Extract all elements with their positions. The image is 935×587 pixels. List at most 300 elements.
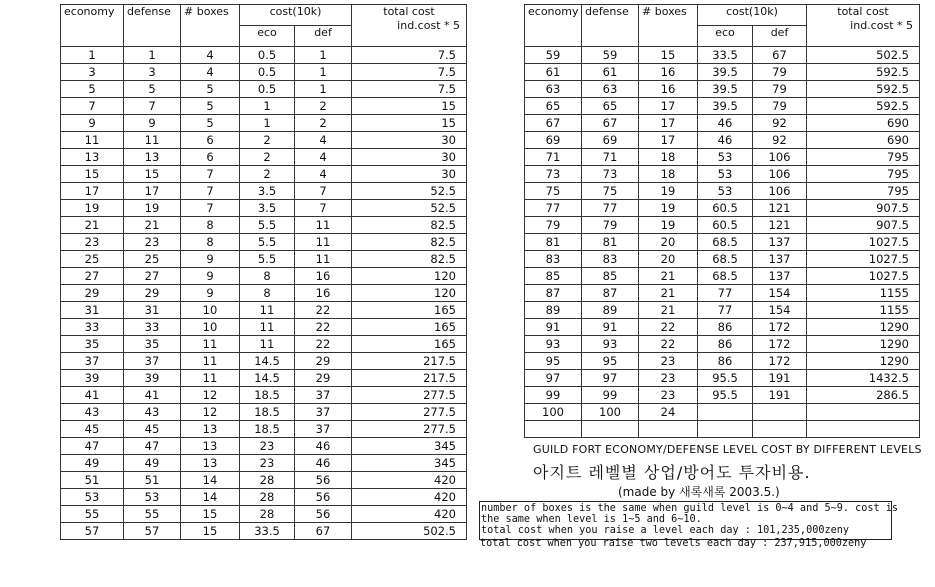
- cell-def-cost: 16: [295, 268, 352, 285]
- cell-eco-cost: 5.5: [240, 234, 295, 251]
- table-row: [61, 64, 467, 81]
- cell-economy: 37: [61, 353, 124, 370]
- cell-boxes: 19: [639, 200, 698, 217]
- cell-def-cost: 154: [753, 302, 807, 319]
- cell-economy: 63: [525, 81, 582, 98]
- cell-economy: 100: [525, 404, 582, 421]
- cell-total-cost: 217.5: [352, 370, 467, 387]
- table-row: [61, 98, 467, 115]
- cell-def-cost: 56: [295, 506, 352, 523]
- table-row: [61, 47, 467, 64]
- table-row: [61, 183, 467, 200]
- cell-total-cost: 217.5: [352, 353, 467, 370]
- cell-economy: 55: [61, 506, 124, 523]
- cell-defense: 69: [582, 132, 639, 149]
- cell-defense: 13: [124, 149, 181, 166]
- header-total-line2: ind.cost * 5: [850, 19, 913, 32]
- table-row: [525, 336, 920, 353]
- cell-def-cost: 172: [753, 336, 807, 353]
- cell-boxes: 22: [639, 319, 698, 336]
- table-row: [525, 200, 920, 217]
- cell-def-cost: 22: [295, 319, 352, 336]
- cell-boxes: 22: [639, 336, 698, 353]
- cell-eco-cost: [698, 421, 753, 438]
- cell-eco-cost: 86: [698, 353, 753, 370]
- cell-economy: 91: [525, 319, 582, 336]
- cell-eco-cost: 8: [240, 285, 295, 302]
- cell-total-cost: 592.5: [807, 98, 920, 115]
- cell-total-cost: 420: [352, 489, 467, 506]
- notes-line-1: number of boxes is the same when guild level is 0~4 and 5~9. cost is: [481, 503, 899, 514]
- cell-boxes: 20: [639, 251, 698, 268]
- cell-defense: 21: [124, 217, 181, 234]
- cell-economy: 43: [61, 404, 124, 421]
- table-row: [525, 132, 920, 149]
- cell-economy: 35: [61, 336, 124, 353]
- cell-eco-cost: 23: [240, 455, 295, 472]
- cell-economy: 47: [61, 438, 124, 455]
- cell-boxes: 11: [181, 353, 240, 370]
- cell-total-cost: 1155: [807, 302, 920, 319]
- cell-eco-cost: 86: [698, 336, 753, 353]
- cell-total-cost: 30: [352, 149, 467, 166]
- cell-boxes: 17: [639, 132, 698, 149]
- cell-defense: 47: [124, 438, 181, 455]
- cell-eco-cost: 33.5: [240, 523, 295, 540]
- cell-total-cost: 907.5: [807, 217, 920, 234]
- cell-def-cost: [753, 421, 807, 438]
- cell-defense: 27: [124, 268, 181, 285]
- table-row: [61, 438, 467, 455]
- cell-economy: 51: [61, 472, 124, 489]
- cell-boxes: 15: [181, 523, 240, 540]
- cell-boxes: 13: [181, 438, 240, 455]
- cell-total-cost: 345: [352, 438, 467, 455]
- cell-economy: 13: [61, 149, 124, 166]
- table-row: [61, 455, 467, 472]
- cell-defense: 25: [124, 251, 181, 268]
- cell-def-cost: 137: [753, 234, 807, 251]
- cell-boxes: 10: [181, 319, 240, 336]
- table-row: [61, 370, 467, 387]
- cell-defense: [582, 421, 639, 438]
- cell-economy: 57: [61, 523, 124, 540]
- cell-eco-cost: 11: [240, 302, 295, 319]
- cell-total-cost: 82.5: [352, 251, 467, 268]
- cell-def-cost: 106: [753, 166, 807, 183]
- cell-defense: 29: [124, 285, 181, 302]
- cell-total-cost: 795: [807, 183, 920, 200]
- cell-boxes: 5: [181, 81, 240, 98]
- cell-total-cost: [807, 404, 920, 421]
- cost-table-left: [60, 4, 467, 540]
- cell-total-cost: 82.5: [352, 217, 467, 234]
- cell-total-cost: 1155: [807, 285, 920, 302]
- notes-box: [479, 501, 899, 540]
- cell-def-cost: 1: [295, 64, 352, 81]
- header-defense: defense: [582, 5, 639, 47]
- cell-boxes: 7: [181, 183, 240, 200]
- header-economy: economy: [61, 5, 124, 47]
- cell-eco-cost: [698, 404, 753, 421]
- cell-total-cost: 502.5: [807, 47, 920, 64]
- cell-eco-cost: 46: [698, 132, 753, 149]
- header-defense: defense: [124, 5, 181, 47]
- table-row: [525, 387, 920, 404]
- cell-def-cost: 46: [295, 455, 352, 472]
- cell-total-cost: 795: [807, 166, 920, 183]
- cell-eco-cost: 53: [698, 183, 753, 200]
- cell-total-cost: 30: [352, 132, 467, 149]
- cell-eco-cost: 53: [698, 166, 753, 183]
- cell-total-cost: 120: [352, 285, 467, 302]
- cell-boxes: 6: [181, 149, 240, 166]
- header-def: def: [295, 26, 352, 47]
- table-row: [525, 98, 920, 115]
- cell-economy: 77: [525, 200, 582, 217]
- cell-economy: 67: [525, 115, 582, 132]
- cell-boxes: 16: [639, 64, 698, 81]
- cell-defense: 91: [582, 319, 639, 336]
- cell-boxes: 7: [181, 200, 240, 217]
- cell-def-cost: 11: [295, 251, 352, 268]
- cell-boxes: 21: [639, 285, 698, 302]
- cell-def-cost: 56: [295, 472, 352, 489]
- cell-eco-cost: 23: [240, 438, 295, 455]
- cell-def-cost: 1: [295, 81, 352, 98]
- cell-eco-cost: 5.5: [240, 217, 295, 234]
- cell-def-cost: 4: [295, 166, 352, 183]
- cell-defense: 23: [124, 234, 181, 251]
- cell-eco-cost: 3.5: [240, 183, 295, 200]
- cell-economy: 79: [525, 217, 582, 234]
- header-boxes: # boxes: [639, 5, 698, 47]
- cell-total-cost: 592.5: [807, 64, 920, 81]
- cell-boxes: 11: [181, 336, 240, 353]
- cell-boxes: 8: [181, 217, 240, 234]
- cell-total-cost: 420: [352, 506, 467, 523]
- cell-economy: 49: [61, 455, 124, 472]
- cell-total-cost: 52.5: [352, 200, 467, 217]
- cell-total-cost: 420: [352, 472, 467, 489]
- cell-economy: 15: [61, 166, 124, 183]
- cell-def-cost: 172: [753, 353, 807, 370]
- cell-eco-cost: 18.5: [240, 387, 295, 404]
- cell-defense: 83: [582, 251, 639, 268]
- cell-economy: 1: [61, 47, 124, 64]
- table-row: [525, 149, 920, 166]
- cell-economy: [525, 421, 582, 438]
- cell-defense: 17: [124, 183, 181, 200]
- cell-boxes: 23: [639, 387, 698, 404]
- cell-def-cost: 11: [295, 217, 352, 234]
- cell-defense: 73: [582, 166, 639, 183]
- cell-def-cost: 11: [295, 234, 352, 251]
- cell-defense: 75: [582, 183, 639, 200]
- cell-boxes: 8: [181, 234, 240, 251]
- cell-total-cost: 502.5: [352, 523, 467, 540]
- cell-economy: 83: [525, 251, 582, 268]
- cell-total-cost: 7.5: [352, 47, 467, 64]
- table-row: [525, 217, 920, 234]
- table-row: [61, 489, 467, 506]
- cell-def-cost: 46: [295, 438, 352, 455]
- cell-def-cost: 56: [295, 489, 352, 506]
- cell-def-cost: 22: [295, 302, 352, 319]
- header-total-line1: total cost: [383, 5, 435, 18]
- cell-def-cost: 137: [753, 268, 807, 285]
- cell-def-cost: 7: [295, 200, 352, 217]
- cell-boxes: 10: [181, 302, 240, 319]
- cell-boxes: 9: [181, 251, 240, 268]
- cell-boxes: 17: [639, 115, 698, 132]
- table-row: [61, 421, 467, 438]
- cell-defense: 61: [582, 64, 639, 81]
- cell-economy: 33: [61, 319, 124, 336]
- header-eco: eco: [240, 26, 295, 47]
- cell-eco-cost: 18.5: [240, 421, 295, 438]
- cell-total-cost: 15: [352, 98, 467, 115]
- cell-total-cost: 1027.5: [807, 251, 920, 268]
- cell-boxes: 14: [181, 489, 240, 506]
- notes-line-4: total cost when you raise two levels each day : 237,915,000zeny: [480, 538, 867, 549]
- cell-defense: 79: [582, 217, 639, 234]
- table-row: [61, 149, 467, 166]
- table-row: [61, 336, 467, 353]
- cell-economy: 7: [61, 98, 124, 115]
- table-row: [61, 132, 467, 149]
- cell-economy: 41: [61, 387, 124, 404]
- table-row: [61, 285, 467, 302]
- cell-def-cost: 7: [295, 183, 352, 200]
- cell-eco-cost: 8: [240, 268, 295, 285]
- cell-boxes: 21: [639, 268, 698, 285]
- cell-total-cost: 120: [352, 268, 467, 285]
- cell-economy: 23: [61, 234, 124, 251]
- cell-boxes: 18: [639, 149, 698, 166]
- cell-eco-cost: 39.5: [698, 64, 753, 81]
- cell-total-cost: [807, 421, 920, 438]
- cell-def-cost: 29: [295, 353, 352, 370]
- table-row: [61, 251, 467, 268]
- cell-eco-cost: 0.5: [240, 64, 295, 81]
- table-row: [525, 421, 920, 438]
- header-def: def: [753, 26, 807, 47]
- cell-defense: 49: [124, 455, 181, 472]
- table-row: [61, 217, 467, 234]
- cell-eco-cost: 1: [240, 115, 295, 132]
- cell-eco-cost: 60.5: [698, 200, 753, 217]
- cell-total-cost: 690: [807, 115, 920, 132]
- cell-total-cost: 7.5: [352, 81, 467, 98]
- cell-economy: 85: [525, 268, 582, 285]
- cell-economy: 31: [61, 302, 124, 319]
- header-total: [807, 5, 920, 47]
- cell-defense: 45: [124, 421, 181, 438]
- cell-defense: 31: [124, 302, 181, 319]
- cell-defense: 19: [124, 200, 181, 217]
- table-row: [61, 302, 467, 319]
- header-boxes: # boxes: [181, 5, 240, 47]
- table-row: [61, 166, 467, 183]
- cell-def-cost: 79: [753, 81, 807, 98]
- table-row: [525, 370, 920, 387]
- cell-economy: 11: [61, 132, 124, 149]
- cell-boxes: 9: [181, 285, 240, 302]
- cell-boxes: 6: [181, 132, 240, 149]
- cell-total-cost: 30: [352, 166, 467, 183]
- cell-total-cost: 286.5: [807, 387, 920, 404]
- cell-eco-cost: 28: [240, 506, 295, 523]
- cell-boxes: 9: [181, 268, 240, 285]
- cell-eco-cost: 53: [698, 149, 753, 166]
- cell-eco-cost: 68.5: [698, 251, 753, 268]
- notes-title: GUILD FORT ECONOMY/DEFENSE LEVEL COST BY DIFFERENT LEVELS: [533, 443, 922, 456]
- table-row: [525, 81, 920, 98]
- cell-defense: 99: [582, 387, 639, 404]
- cell-defense: 100: [582, 404, 639, 421]
- cell-eco-cost: 68.5: [698, 268, 753, 285]
- cell-boxes: 18: [639, 166, 698, 183]
- cell-defense: 71: [582, 149, 639, 166]
- cell-total-cost: 277.5: [352, 404, 467, 421]
- cell-boxes: 5: [181, 115, 240, 132]
- cell-def-cost: 79: [753, 98, 807, 115]
- cell-boxes: 12: [181, 404, 240, 421]
- cell-boxes: 21: [639, 302, 698, 319]
- cell-economy: 71: [525, 149, 582, 166]
- cell-eco-cost: 14.5: [240, 370, 295, 387]
- table-row: [525, 353, 920, 370]
- table-row: [525, 319, 920, 336]
- right-table-body: [525, 47, 920, 438]
- cell-total-cost: 1027.5: [807, 268, 920, 285]
- cell-defense: 59: [582, 47, 639, 64]
- table-row: [525, 64, 920, 81]
- cell-eco-cost: 86: [698, 319, 753, 336]
- cell-economy: 95: [525, 353, 582, 370]
- cell-total-cost: 592.5: [807, 81, 920, 98]
- cell-eco-cost: 11: [240, 336, 295, 353]
- cell-economy: 29: [61, 285, 124, 302]
- cell-boxes: 11: [181, 370, 240, 387]
- cell-boxes: 15: [639, 47, 698, 64]
- cell-boxes: 24: [639, 404, 698, 421]
- cell-economy: 17: [61, 183, 124, 200]
- cell-total-cost: 165: [352, 302, 467, 319]
- header-cost: cost(10k): [240, 5, 352, 26]
- cell-defense: 39: [124, 370, 181, 387]
- cell-economy: 75: [525, 183, 582, 200]
- cell-economy: 87: [525, 285, 582, 302]
- cell-boxes: 13: [181, 455, 240, 472]
- cell-defense: 77: [582, 200, 639, 217]
- cell-boxes: 23: [639, 370, 698, 387]
- cell-defense: 97: [582, 370, 639, 387]
- cell-defense: 1: [124, 47, 181, 64]
- cell-total-cost: 690: [807, 132, 920, 149]
- cell-eco-cost: 77: [698, 302, 753, 319]
- notes-line-2: the same when level is 1~5 and 6~10.: [481, 514, 702, 525]
- cell-eco-cost: 5.5: [240, 251, 295, 268]
- cell-eco-cost: 60.5: [698, 217, 753, 234]
- cost-table-right: [524, 4, 920, 438]
- cell-def-cost: [753, 404, 807, 421]
- cell-def-cost: 79: [753, 64, 807, 81]
- cell-defense: 41: [124, 387, 181, 404]
- cell-eco-cost: 18.5: [240, 404, 295, 421]
- cell-defense: 7: [124, 98, 181, 115]
- cell-economy: 27: [61, 268, 124, 285]
- cell-def-cost: 67: [295, 523, 352, 540]
- cell-def-cost: 37: [295, 421, 352, 438]
- cell-economy: 5: [61, 81, 124, 98]
- header-row: [525, 5, 920, 26]
- header-total-line1: total cost: [837, 5, 889, 18]
- table-row: [61, 523, 467, 540]
- cell-eco-cost: 46: [698, 115, 753, 132]
- cell-def-cost: 191: [753, 370, 807, 387]
- cell-economy: 45: [61, 421, 124, 438]
- cell-defense: 57: [124, 523, 181, 540]
- cell-total-cost: 1290: [807, 353, 920, 370]
- cell-def-cost: 92: [753, 132, 807, 149]
- cell-eco-cost: 33.5: [698, 47, 753, 64]
- cell-def-cost: 137: [753, 251, 807, 268]
- cell-def-cost: 106: [753, 183, 807, 200]
- left-table-body: [61, 47, 467, 540]
- cell-boxes: 19: [639, 183, 698, 200]
- cell-defense: 93: [582, 336, 639, 353]
- cell-boxes: 7: [181, 166, 240, 183]
- cell-economy: 19: [61, 200, 124, 217]
- cell-defense: 89: [582, 302, 639, 319]
- header-cost: cost(10k): [698, 5, 807, 26]
- cell-economy: 65: [525, 98, 582, 115]
- notes-credit: (made by 새록새록 2003.5.): [618, 485, 780, 499]
- cell-total-cost: 15: [352, 115, 467, 132]
- cell-eco-cost: 11: [240, 319, 295, 336]
- cell-economy: 39: [61, 370, 124, 387]
- cell-defense: 35: [124, 336, 181, 353]
- cell-def-cost: 67: [753, 47, 807, 64]
- header-total-line2: ind.cost * 5: [397, 19, 460, 32]
- cell-economy: 21: [61, 217, 124, 234]
- cell-economy: 53: [61, 489, 124, 506]
- table-row: [525, 285, 920, 302]
- cell-economy: 93: [525, 336, 582, 353]
- table-row: [61, 234, 467, 251]
- cell-eco-cost: 1: [240, 98, 295, 115]
- cell-defense: 63: [582, 81, 639, 98]
- cell-economy: 97: [525, 370, 582, 387]
- table-row: [61, 353, 467, 370]
- cell-def-cost: 191: [753, 387, 807, 404]
- cell-total-cost: 1027.5: [807, 234, 920, 251]
- cell-def-cost: 4: [295, 149, 352, 166]
- table-row: [525, 251, 920, 268]
- table-row: [525, 166, 920, 183]
- cell-boxes: 4: [181, 47, 240, 64]
- cell-economy: 73: [525, 166, 582, 183]
- cell-defense: 37: [124, 353, 181, 370]
- cell-total-cost: 52.5: [352, 183, 467, 200]
- header-eco: eco: [698, 26, 753, 47]
- cell-boxes: [639, 421, 698, 438]
- cell-eco-cost: 28: [240, 472, 295, 489]
- cell-boxes: 16: [639, 81, 698, 98]
- cell-boxes: 14: [181, 472, 240, 489]
